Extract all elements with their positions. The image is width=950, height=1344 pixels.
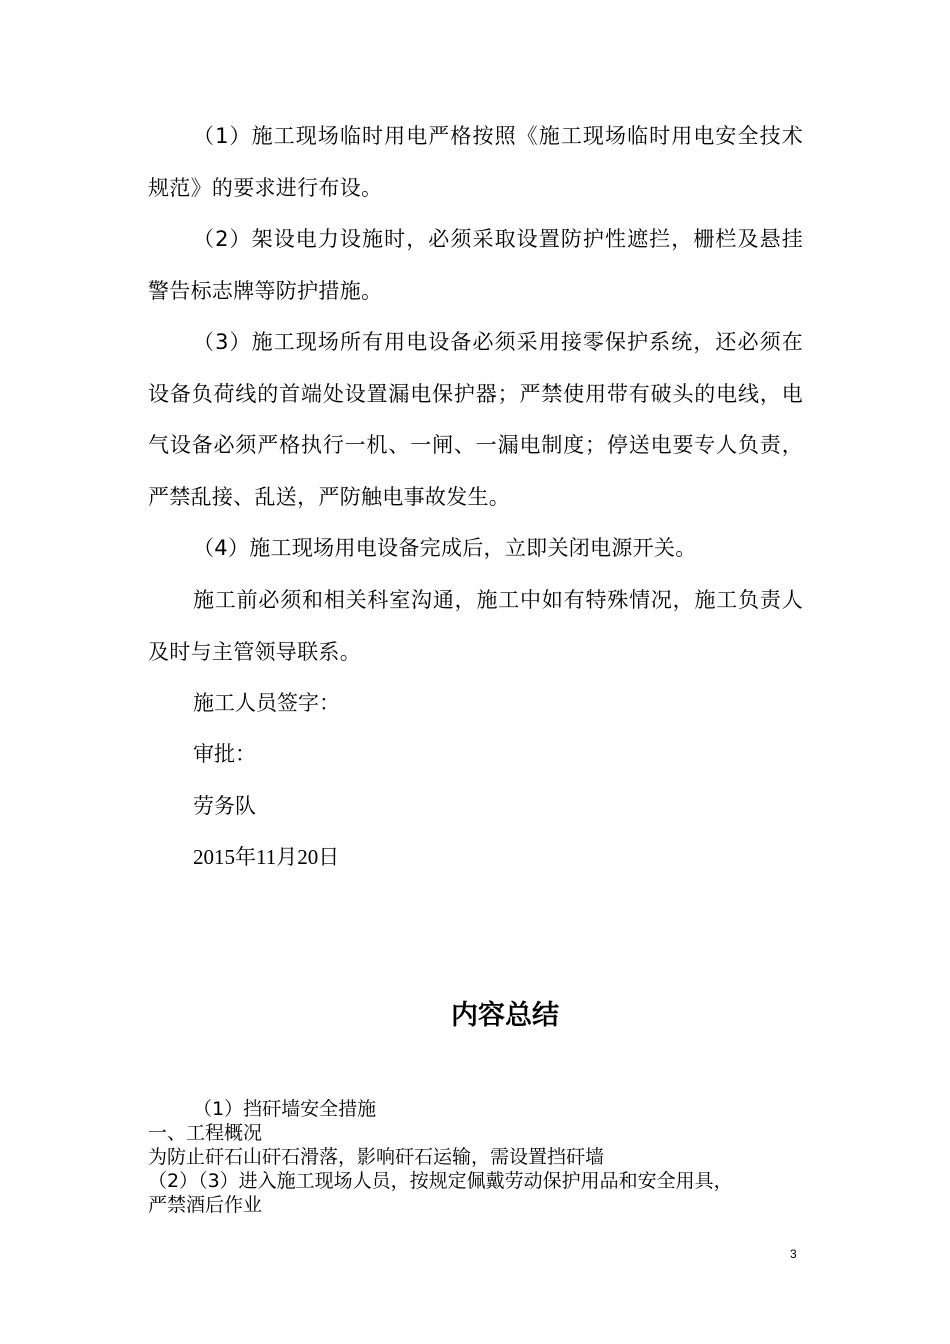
summary-title: 内容总结 [451, 1000, 559, 1031]
summary-line-5: 严禁酒后作业 [148, 1194, 263, 1216]
paragraph-2: （2）架设电力设施时，必须采取设置防护性遮拦，栅栏及悬挂警告标志牌等防护措施。 [148, 227, 803, 303]
paragraph-1: （1）施工现场临时用电严格按照《施工现场临时用电安全技术规范》的要求进行布设。 [148, 124, 803, 200]
paragraph-5: 施工前必须和相关科室沟通，施工中如有特殊情况，施工负责人及时与主管领导联系。 [148, 588, 803, 664]
document-date: 2015年11月20日 [193, 845, 340, 869]
summary-line-1: （1）挡矸墙安全措施 [193, 1098, 377, 1120]
page-number: 3 [790, 1247, 797, 1261]
team-name: 劳务队 [193, 794, 256, 818]
summary-line-3: 为防止矸石山矸石滑落，影响矸石运输，需设置挡矸墙 [148, 1146, 605, 1168]
summary-line-2: 一、工程概况 [148, 1122, 263, 1144]
summary-line-4: （2）（3）进入施工现场人员，按规定佩戴劳动保护用品和安全用具， [148, 1170, 733, 1192]
signature-label: 施工人员签字： [193, 691, 340, 715]
paragraph-4: （4）施工现场用电设备完成后，立即关闭电源开关。 [193, 536, 697, 560]
paragraph-3: （3）施工现场所有用电设备必须采用接零保护系统，还必须在设备负荷线的首端处设置漏电保护器；严禁使用带有破头的电线，电气设备必须严格执行一机、一闸、一漏电制度；停送电要专人负责，严禁乱接、乱送，严防触电事故发生。 [148, 330, 803, 509]
approval-label: 审批： [193, 742, 256, 766]
